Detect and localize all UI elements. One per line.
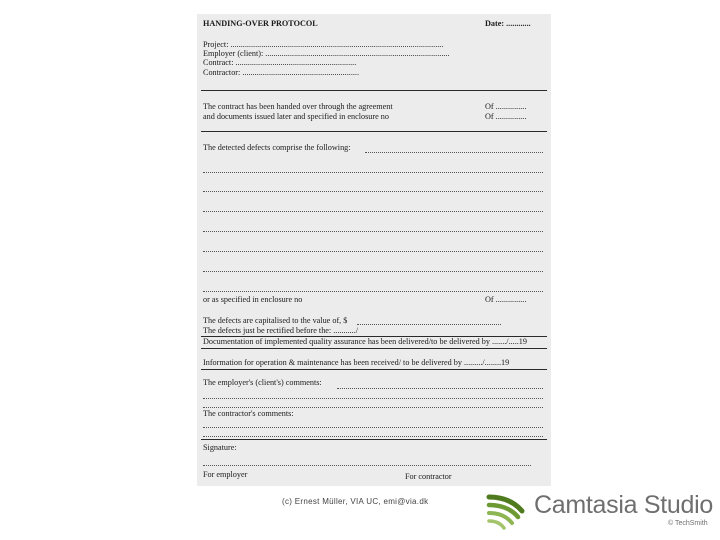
signature-line: [203, 465, 531, 466]
logo-wordmark: Camtasia Studio: [534, 491, 713, 519]
agreement-line-1: The contract has been handed over through the agreement: [203, 102, 393, 111]
dotted-line: [337, 388, 543, 389]
of-field-2: Of ...............: [485, 112, 527, 121]
handing-over-protocol-document: [197, 14, 551, 486]
rectified-before-line: The defects just be rectified before the: .........../: [203, 326, 359, 335]
project-field: Project: ........................................................................................................: [203, 40, 444, 49]
logo-techsmith: © TechSmith: [668, 520, 708, 527]
dotted-line: [203, 172, 543, 173]
dotted-line: [203, 436, 543, 437]
defects-intro: The detected defects comprise the following:: [203, 143, 351, 152]
date-field: Date: ............: [485, 19, 531, 28]
dotted-line: [203, 211, 543, 212]
dotted-line: [203, 231, 543, 232]
copyright-credit: (c) Ernest Müller, VIA UC, emi@via.dk: [282, 497, 429, 506]
dotted-line: [203, 291, 543, 292]
signature-label: Signature:: [203, 443, 237, 452]
contract-field: Contract: ...........................................................: [203, 58, 357, 67]
dotted-line: [203, 398, 543, 399]
camtasia-icon: [486, 491, 526, 531]
divider: [201, 131, 547, 132]
dotted-line: [203, 427, 543, 428]
dotted-line: [203, 271, 543, 272]
divider: [201, 439, 547, 440]
enclosure-line: or as specified in enclosure no: [203, 295, 303, 304]
for-contractor-label: For contractor: [405, 472, 452, 481]
document-title: HANDING-OVER PROTOCOL: [203, 19, 318, 28]
information-line: Information for operation & maintenance has been received/ to be delivered by ........./........19: [203, 358, 510, 367]
agreement-line-2: and documents issued later and specified in enclosure no: [203, 112, 389, 121]
divider: [201, 348, 547, 349]
dotted-line: [365, 152, 543, 153]
dotted-line: [203, 251, 543, 252]
dotted-line: [357, 324, 501, 325]
dotted-line: [203, 191, 543, 192]
for-employer-label: For employer: [203, 470, 248, 479]
contractor-comments-label: The contractor's comments:: [203, 409, 294, 418]
employer-field: Employer (client): ..........................................................................................: [203, 49, 450, 58]
contractor-field: Contractor: .........................................................: [203, 68, 360, 77]
of-field-1: Of ...............: [485, 102, 527, 111]
divider: [201, 369, 547, 370]
divider: [201, 90, 547, 91]
employer-comments-label: The employer's (client's) comments:: [203, 378, 322, 387]
dotted-line: [203, 407, 543, 408]
documentation-line: Documentation of implemented quality assurance has been delivered/to be delivered by ......./.....19: [203, 337, 527, 346]
of-field-3: Of ...............: [485, 295, 527, 304]
camtasia-logo: [486, 487, 718, 537]
capitalised-value-line: The defects are capitalised to the value of, $: [203, 316, 348, 325]
